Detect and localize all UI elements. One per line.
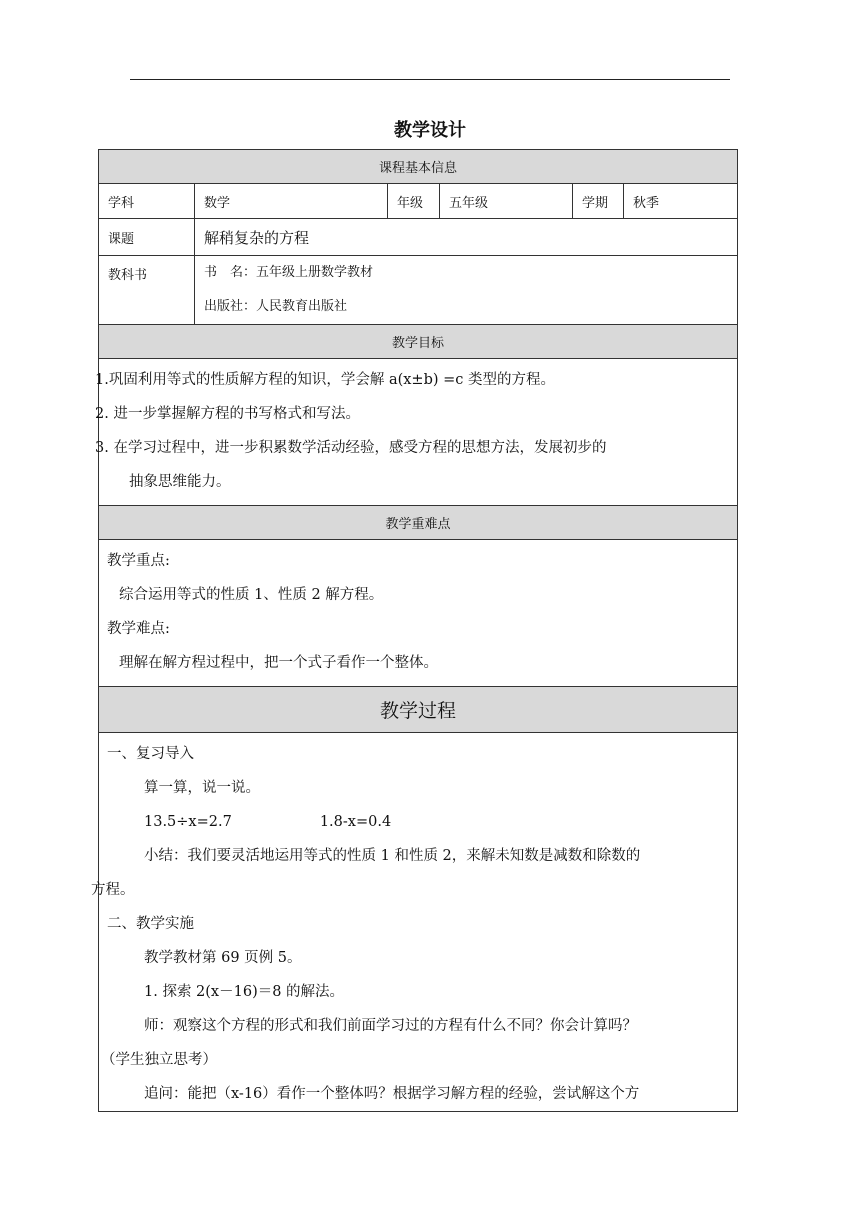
document-title: 教学设计	[394, 120, 466, 141]
goal-item: 1.巩固利用等式的性质解方程的知识，学会解 a(x±b) =c 类型的方程。	[95, 372, 555, 388]
difficulty-label: 教学难点:	[107, 621, 170, 637]
section-header-process: 教学过程	[99, 687, 738, 733]
process-line: 追问：能把（x-16）看作一个整体吗？根据学习解方程的经验，尝试解这个方	[144, 1086, 640, 1102]
topic-value: 解稍复杂的方程	[195, 219, 738, 256]
process-line: 小结：我们要灵活地运用等式的性质 1 和性质 2，来解未知数是减数和除数的	[144, 848, 641, 864]
goal-item: 3. 在学习过程中，进一步积累数学活动经验，感受方程的思想方法，发展初步的	[95, 440, 607, 456]
process-content	[91, 733, 738, 1112]
focus-label: 教学重点:	[107, 553, 170, 569]
section-header-goals: 教学目标	[99, 325, 738, 359]
term-value: 秋季	[624, 184, 738, 219]
lesson-plan-table	[91, 149, 738, 1112]
section-review-title: 一、复习导入	[107, 746, 194, 762]
process-line: 师：观察这个方程的形式和我们前面学习过的方程有什么不同？你会计算吗？	[144, 1018, 637, 1034]
section-implementation-title: 二、教学实施	[107, 916, 194, 932]
goal-item: 2. 进一步掌握解方程的书写格式和写法。	[95, 406, 360, 422]
topic-label: 课题	[99, 219, 195, 256]
grade-label: 年级	[388, 184, 440, 219]
equation: 1.8-x=0.4	[319, 814, 392, 830]
keypoints-content	[99, 540, 738, 687]
subject-label: 学科	[99, 184, 195, 219]
textbook-info	[195, 256, 738, 325]
process-line: 算一算，说一说。	[144, 780, 260, 796]
term-label: 学期	[573, 184, 624, 219]
subject-value: 数学	[195, 184, 388, 219]
section-header-keypoints: 教学重难点	[99, 506, 738, 540]
goals-content	[95, 359, 738, 506]
grade-value: 五年级	[440, 184, 573, 219]
header-rule	[130, 79, 730, 80]
equation: 13.5÷x=2.7	[144, 814, 232, 830]
textbook-title: 书 名：五年级上册数学教材	[204, 265, 374, 280]
textbook-publisher: 出版社：人民教育出版社	[204, 299, 348, 314]
process-line: （学生独立思考）	[101, 1052, 217, 1068]
difficulty-text: 理解在解方程过程中，把一个式子看作一个整体。	[119, 655, 438, 671]
focus-text: 综合运用等式的性质 1、性质 2 解方程。	[119, 587, 384, 603]
section-header-basic: 课程基本信息	[99, 150, 738, 184]
process-line: 教学教材第 69 页例 5。	[144, 950, 302, 966]
process-line: 1. 探索 2(x－16)＝8 的解法。	[144, 984, 345, 1000]
textbook-label: 教科书	[99, 256, 195, 325]
process-line: 方程。	[91, 882, 135, 898]
equation-row	[107, 805, 729, 839]
goal-item: 抽象思维能力。	[129, 474, 231, 490]
